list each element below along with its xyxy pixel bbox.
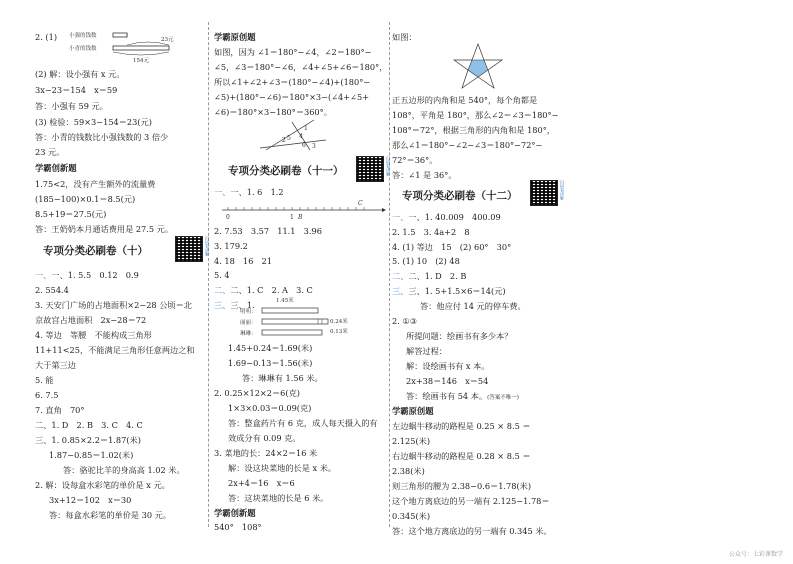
answer-line: 答：小强有 59 元。: [35, 101, 108, 111]
qr-tag: 扫码看讲解: [386, 156, 391, 176]
angle-label: 2: [282, 137, 286, 144]
answer-line: 答：他应付 14 元的停车费。: [420, 301, 526, 311]
answer-line: ∠5，∠3＝180°−∠6，∠4+∠5+∠6＝180°，: [214, 62, 388, 72]
section-title: 专项分类必刷卷（十一）: [228, 165, 344, 177]
answer-line: 答：骆驼比羊的身高高 1.02 米。: [63, 465, 185, 475]
answer-line: 左边蜗牛移动的路程是 0.25 × 8.5 ＝: [392, 421, 531, 431]
angle-label: 5: [287, 135, 291, 142]
section-title: 专项分类必刷卷（十）: [43, 245, 148, 257]
section-heading: 学霸原创题: [392, 406, 434, 416]
bar-label: 0.24米: [330, 319, 348, 325]
answer-line: 3. 菜地的长：24×2＝16 米: [214, 448, 318, 458]
answer-text: 一、1. 40.009 400.09: [408, 212, 501, 222]
answer-line: 72°＝36°。: [392, 155, 438, 165]
answer-line: 4. (1) 等边 15 (2) 60° 30°: [392, 242, 512, 252]
answer-line: 解：设绘画书有 x 本。: [406, 361, 490, 371]
answer-line: 那么∠1＝180°−∠2−∠3＝180°−72°−: [392, 140, 543, 150]
bar-name: 琳琳：: [240, 331, 257, 337]
answer-line: 540° 108°: [214, 522, 262, 532]
column-2: [214, 0, 391, 564]
answer-line: (185−100)×0.1＝8.5(元): [35, 194, 136, 204]
answer-line: (3) 检验：59×3−154＝23(元): [35, 117, 152, 127]
answer-line: 23 元。: [35, 147, 65, 157]
answer-line: 2. (1): [35, 32, 58, 42]
answer-line: 2. 7.53 3.57 11.1 3.96: [214, 226, 322, 236]
tick-label: 1: [290, 214, 294, 221]
bar-diagram: [238, 295, 368, 341]
answer-line: 2x+38＝146 x＝54: [406, 376, 489, 386]
section-title: 专项分类必刷卷（十二）: [402, 190, 518, 202]
answer-line: 1.87−0.85＝1.02(米): [49, 450, 134, 460]
answer-line: 0.345(米): [392, 511, 431, 521]
answer-line: 108°，平角是 180°，那么∠2＝∠3＝180°−: [392, 110, 559, 120]
column-3: [392, 0, 570, 564]
answer-line: 2. 1.5 3. 4a+2 8: [392, 227, 470, 237]
diagram-label: 23元: [161, 37, 174, 43]
answer-line: 一、一、1. 40.009 400.09: [392, 212, 501, 222]
column-divider: [208, 22, 209, 527]
answer-line: 2. ①③: [392, 316, 418, 326]
answer-line: 11+11<25，不能满足三角形任意两边之和: [35, 345, 195, 355]
answer-line: 二、二、1. C 2. A 3. C: [214, 285, 313, 295]
answer-line: (2) 解：设小强有 x 元。: [35, 69, 125, 79]
column-divider: [389, 22, 390, 527]
qr-code[interactable]: [356, 156, 384, 182]
answer-line: 三、三、1.: [214, 300, 255, 310]
section-heading: 学霸创新题: [214, 508, 256, 518]
answer-line: 1.45+0.24＝1.69(米): [228, 343, 313, 353]
bar-name: 丽丽：: [240, 320, 257, 326]
answer-line: [392, 391, 519, 404]
answer-line: 右边蜗牛移动的路程是 0.28 × 8.5 ＝: [392, 451, 531, 461]
answer-line: 京故宫占地面积 2x−28＝72: [35, 315, 147, 325]
answer-line: 大于第三边: [35, 360, 76, 370]
answer-line: 2.125(米): [392, 436, 431, 446]
answer-line: 6. 7.5: [35, 390, 59, 400]
answer-line: 效成分有 0.09 克。: [228, 433, 301, 443]
angle-label: 4: [299, 133, 303, 140]
qr-code[interactable]: [175, 236, 203, 262]
answer-line: 2. 554.4: [35, 285, 69, 295]
answer-line: 3. 179.2: [214, 241, 248, 251]
answer-line: 3. 天安门广场的占地面积×2−28 公顷＝北: [35, 300, 192, 310]
answer-line: 如图：: [392, 32, 417, 42]
section-heading: 学霸原创题: [214, 32, 256, 42]
answer-line: 答：小青的钱数比小强钱数的 3 倍少: [35, 132, 169, 142]
answer-line: 所以∠1+∠2+∠3＝(180°−∠4)+(180°−: [214, 77, 371, 87]
answer-line: 答：王奶奶本月通话费用是 27.5 元。: [35, 224, 174, 234]
answer-line: 解：设这块菜地的长是 x 米。: [228, 463, 337, 473]
section-heading: 学霸创新题: [35, 163, 77, 173]
bar-label: 1.45米: [276, 298, 294, 304]
answer-line: 2.38(米): [392, 466, 425, 476]
answer-line: 1×3×0.03＝0.09(克): [228, 403, 312, 413]
answer-line: 解答过程：: [406, 346, 447, 356]
answer-line: 5. (1) 10 (2) 48: [392, 256, 460, 266]
answer-line: 答：每盒水彩笔的单价是 30 元。: [49, 510, 172, 520]
answer-text: 三、1.: [230, 300, 255, 310]
angle-label: 3: [312, 143, 316, 150]
answer-line: 答：这个地方离底边的另一端有 0.345 米。: [392, 526, 552, 536]
answer-line: 4. 等边 等腰 不能构成三角形: [35, 330, 152, 340]
answer-line: 5. 4: [214, 270, 230, 280]
answer-line: 一、一、1. 5.5 0.12 0.9: [35, 270, 139, 280]
line-segment-diagram: [65, 28, 205, 64]
answer-text: 答：绘画书有 54 本。: [406, 391, 488, 401]
answer-line: 如图，因为 ∠1＝180°−∠4，∠2＝180°−: [214, 47, 372, 57]
footer-watermark: 公众号：七彩课数学: [728, 551, 783, 558]
answer-line: 2x+4＝16 x＝6: [228, 478, 295, 488]
answer-line: 108°＝72°，根据三角形的内角和是 180°，: [392, 125, 555, 135]
answer-line: 三、三、1. 5+1.5×6＝14(元): [392, 286, 506, 296]
answer-line: 二、二、1. D 2. B: [392, 271, 467, 281]
answer-line: 一、一、1. 6 1.2: [214, 187, 284, 197]
answer-line: 2. 解：设每盒水彩笔的单价是 x 元。: [35, 480, 170, 490]
angle-label: 1: [304, 125, 308, 132]
answer-line: 8.5+19＝27.5(元): [35, 209, 107, 219]
answer-text: 一、1. 5.5 0.12 0.9: [51, 270, 139, 280]
bar-label: 0.13米: [330, 329, 348, 335]
answer-line: 所提问题：绘画书有多少本？: [406, 331, 513, 341]
answer-line: 答：∠1 是 36°。: [392, 170, 457, 180]
answer-line: 二、1. D 2. B 3. C 4. C: [35, 420, 143, 430]
answer-line: 2. 0.25×12×2＝6(克): [214, 388, 300, 398]
answer-line: 答：整盒药片有 6 克，成人每天摄入的有: [228, 418, 378, 428]
star-figure: [450, 42, 506, 92]
qr-tag: 扫码看讲解: [205, 236, 210, 256]
answer-line: ∠5)+(180°−∠6)＝180°×3−(∠4+∠5+: [214, 92, 370, 102]
qr-code[interactable]: [530, 180, 558, 206]
column-1: [35, 0, 210, 564]
angle-label: 6: [302, 142, 306, 149]
answer-line: 1.75<2，没有产生额外的流量费: [35, 179, 156, 189]
answer-text: 二、1. C 2. A 3. C: [230, 285, 313, 295]
answer-line: 3x+12＝102 x＝30: [49, 495, 132, 505]
tick-label: 0: [226, 214, 230, 221]
answer-line: 这个地方离底边的另一端有 2.125−1.78＝: [392, 496, 550, 506]
answer-line: 1.69−0.13＝1.56(米): [228, 358, 313, 368]
answer-line: 则三角形的腰为 2.38−0.6＝1.78(米): [392, 481, 532, 491]
diagram-label: 小强的钱数: [69, 33, 97, 39]
answer-line: 7. 直角 70°: [35, 405, 85, 415]
answer-line: 答：琳琳有 1.56 米。: [242, 373, 323, 383]
answer-line: 三、1. 0.85×2.2＝1.87(米): [35, 435, 141, 445]
tick-label: B: [298, 214, 303, 221]
diagram-label: 154元: [133, 58, 149, 64]
answer-line: 答：这块菜地的长是 6 米。: [228, 493, 329, 503]
answer-line: 正五边形的内角和是 540°，每个角都是: [392, 95, 538, 105]
tick-label: C: [358, 200, 363, 207]
number-line: [218, 198, 386, 220]
note-text: (答案不唯一): [487, 395, 519, 401]
answer-text: 三、1. 5+1.5×6＝14(元): [408, 286, 506, 296]
answer-line: ∠6)＝180°×3−180°＝360°。: [214, 107, 332, 117]
qr-tag: 扫码看讲解: [560, 180, 565, 200]
answer-text: 二、1. D 2. B: [408, 271, 467, 281]
diagram-label: 小青的钱数: [69, 46, 97, 52]
bar-name: 明明：: [240, 309, 257, 315]
answer-line: 3x−23＝154 x＝59: [35, 85, 118, 95]
answer-line: 5. 能: [35, 375, 54, 385]
angle-figure: [252, 118, 332, 152]
answer-line: 4. 18 16 21: [214, 256, 273, 266]
answer-text: 一、1. 6 1.2: [230, 187, 284, 197]
